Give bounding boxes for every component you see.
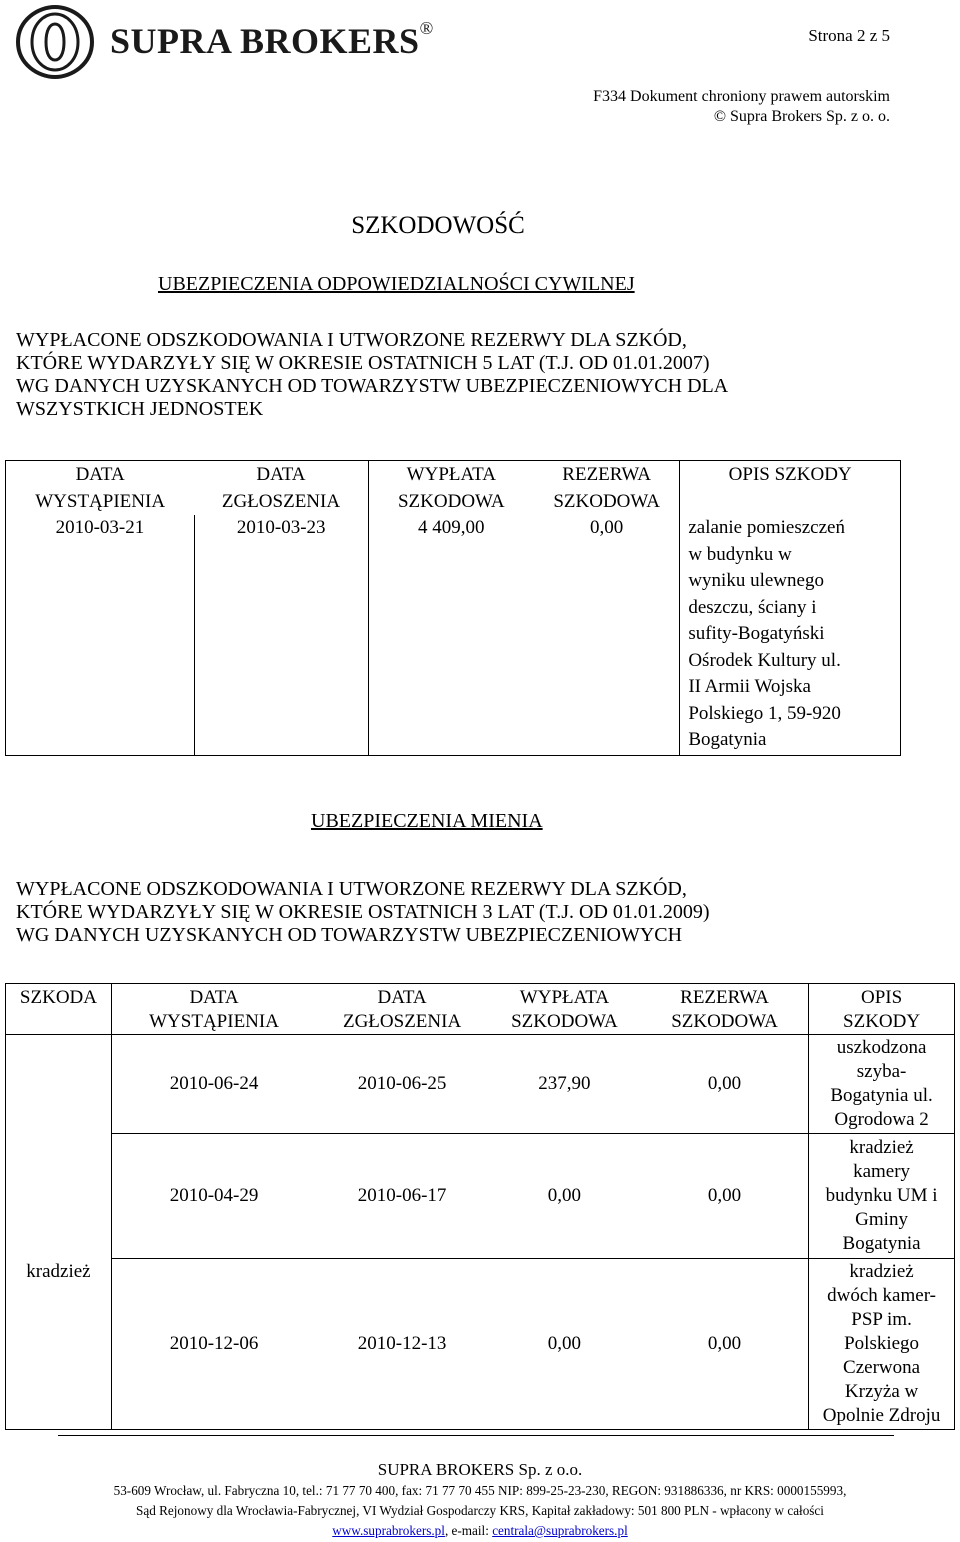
description-line: WG DANYCH UZYSKANYCH OD TOWARZYSTW UBEZPIECZENIOWYCH <box>16 924 683 946</box>
reserve-amount: 0,00 <box>641 1134 809 1259</box>
damage-type: kradzież <box>6 1035 112 1430</box>
section-description-liability <box>16 329 728 421</box>
col-header-reserve: REZERWA SZKODOWA <box>671 987 778 1032</box>
payout-amount: 0,00 <box>488 1134 641 1259</box>
table-row <box>6 1259 955 1430</box>
table-row <box>6 1035 955 1134</box>
col-header-occurrence-date: DATA WYSTĄPIENIA <box>111 984 316 1035</box>
table-header-row <box>6 461 901 516</box>
liability-claims-table <box>5 460 901 756</box>
col-header-occurrence-date: DATA WYSTĄPIENIA <box>35 464 166 512</box>
document-note <box>520 87 890 127</box>
claim-description: zalanie pomieszczeń w budynku w wyniku ulewnego deszczu, ściany i sufity-Bogatyński Ośrodek Kultury ul. II Armii Wojska Polskiego 1, 59-920 Bogatynia <box>680 515 901 756</box>
footer-registration: Sąd Rejonowy dla Wrocławia-Fabrycznej, VI Wydział Gospodarczy KRS, Kapitał zakładowy: 501 800 PLN - wpłacony w całości <box>136 1503 824 1518</box>
report-date: 2010-06-25 <box>316 1035 488 1134</box>
payout-amount: 237,90 <box>488 1035 641 1134</box>
report-date: 2010-12-13 <box>316 1259 488 1430</box>
table-row <box>6 1134 955 1259</box>
section-description-property <box>16 878 710 947</box>
email-label: , e-mail: <box>444 1523 493 1538</box>
payout-amount: 0,00 <box>488 1259 641 1430</box>
occurrence-date: 2010-06-24 <box>111 1035 316 1134</box>
footer-company: SUPRA BROKERS Sp. z o.o. <box>377 1460 583 1479</box>
reserve-amount: 0,00 <box>641 1035 809 1134</box>
registered-mark: ® <box>419 18 434 38</box>
table-row <box>6 515 901 756</box>
report-date: 2010-03-23 <box>194 515 368 756</box>
description-line: WYPŁACONE ODSZKODOWANIA I UTWORZONE REZERWY DLA SZKÓD, <box>16 878 687 900</box>
occurrence-date: 2010-03-21 <box>55 517 145 538</box>
occurrence-date: 2010-04-29 <box>111 1134 316 1259</box>
description-line: WG DANYCH UZYSKANYCH OD TOWARZYSTW UBEZPIECZENIOWYCH DLA <box>16 375 729 397</box>
description-line: KTÓRE WYDARZYŁY SIĘ W OKRESIE OSTATNICH 5 LAT (T.J. OD 01.01.2007) <box>16 352 710 374</box>
reserve-amount: 0,00 <box>590 517 624 538</box>
claim-description: kradzież kamery budynku UM i Gminy Bogatynia <box>809 1134 955 1259</box>
doc-note-line: © Supra Brokers Sp. z o. o. <box>713 108 890 125</box>
website-link[interactable]: www.suprabrokers.pl <box>332 1523 445 1538</box>
doc-note-line: F334 Dokument chroniony prawem autorskim <box>593 88 890 105</box>
footer-address: 53-609 Wrocław, ul. Fabryczna 10, tel.: 71 77 70 400, fax: 71 77 70 455 NIP: 899-25-23-230, REGON: 931886336, nr KRS: 0000155993, <box>113 1483 847 1498</box>
property-claims-table <box>5 983 955 1430</box>
page-title: SZKODOWOŚĆ <box>351 212 525 239</box>
email-link[interactable]: centrala@suprabrokers.pl <box>492 1523 628 1538</box>
company-logo <box>14 4 96 80</box>
table-header-row <box>6 984 955 1035</box>
footer-contact <box>0 1521 960 1541</box>
section-heading-liability: UBEZPIECZENIA ODPOWIEDZIALNOŚCI CYWILNEJ <box>158 273 635 295</box>
col-header-damage: SZKODA <box>19 987 97 1008</box>
footer-divider <box>58 1435 894 1436</box>
page-number: Strona 2 z 5 <box>808 26 890 45</box>
reserve-amount: 0,00 <box>641 1259 809 1430</box>
claim-description: kradzież dwóch kamer- PSP im. Polskiego Czerwona Krzyża w Opolnie Zdroju <box>809 1259 955 1430</box>
col-header-description: OPIS SZKODY <box>680 461 901 516</box>
report-date: 2010-06-17 <box>316 1134 488 1259</box>
payout-amount: 4 409,00 <box>368 515 534 756</box>
col-header-payout: WYPŁATA SZKODOWA <box>368 461 534 516</box>
col-header-report-date: DATA ZGŁOSZENIA <box>221 464 341 512</box>
col-header-payout: WYPŁATA SZKODOWA <box>511 987 618 1032</box>
col-header-description: OPIS SZKODY <box>809 984 955 1035</box>
footer <box>0 1459 960 1541</box>
section-heading-property: UBEZPIECZENIA MIENIA <box>311 810 543 832</box>
col-header-reserve: REZERWA SZKODOWA <box>553 464 660 512</box>
brand-name: SUPRA BROKERS® <box>110 18 434 61</box>
occurrence-date: 2010-12-06 <box>111 1259 316 1430</box>
description-line: WYPŁACONE ODSZKODOWANIA I UTWORZONE REZERWY DLA SZKÓD, <box>16 329 687 351</box>
claim-description: uszkodzona szyba- Bogatynia ul. Ogrodowa 2 <box>809 1035 955 1134</box>
col-header-report-date: DATA ZGŁOSZENIA <box>342 987 462 1032</box>
description-line: KTÓRE WYDARZYŁY SIĘ W OKRESIE OSTATNICH 3 LAT (T.J. OD 01.01.2009) <box>16 901 710 923</box>
description-line: WSZYSTKICH JEDNOSTEK <box>16 398 264 420</box>
